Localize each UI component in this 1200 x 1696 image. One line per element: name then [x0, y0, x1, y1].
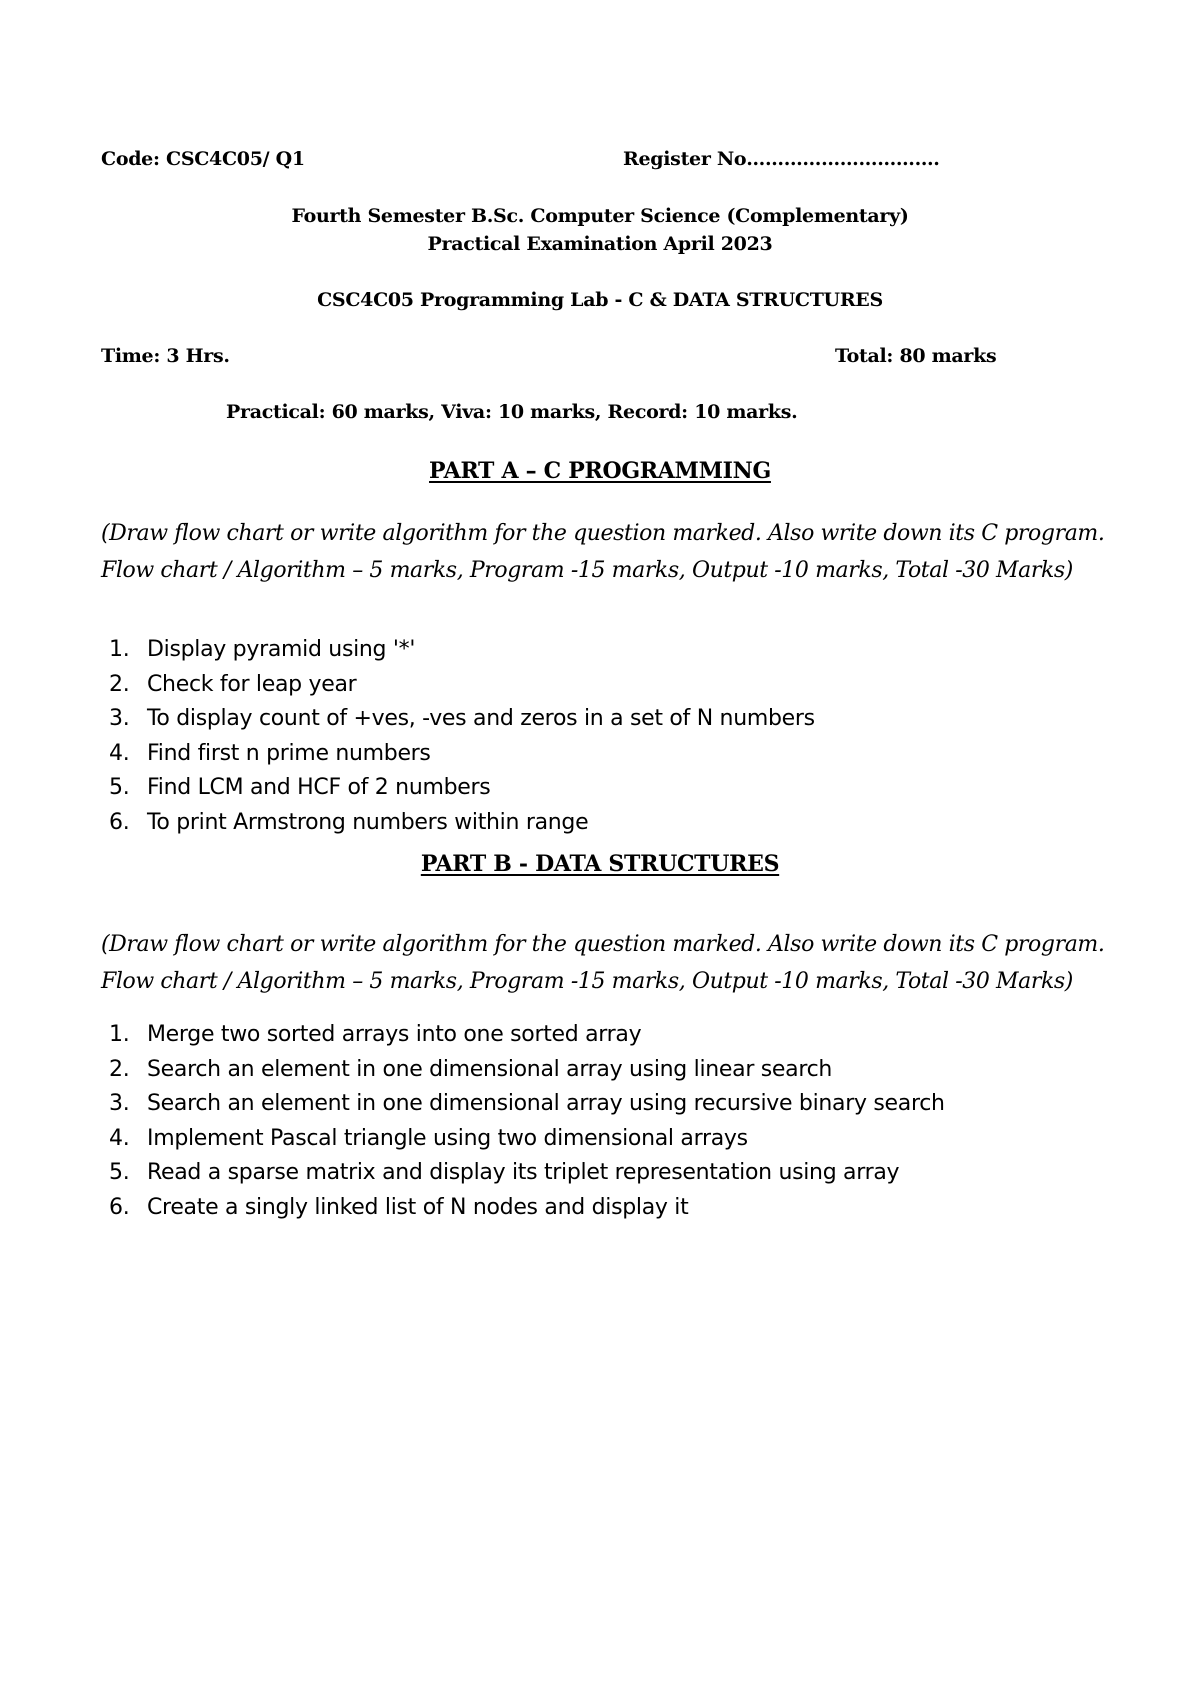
- list-item: [101, 702, 815, 737]
- course-title: CSC4C05 Programming Lab - C & DATA STRUCTURES: [317, 289, 883, 311]
- part-a-title: PART A – C PROGRAMMING: [429, 458, 771, 484]
- part-b-instruction-line-2: Flow chart / Algorithm – 5 marks, Program -15 marks, Output -10 marks, Total -30 Marks): [101, 969, 1073, 994]
- semester-title: Fourth Semester B.Sc. Computer Science (Complementary): [291, 205, 909, 227]
- question-number: 4.: [109, 1125, 130, 1151]
- part-b-instructions: [101, 926, 1104, 1000]
- question-text: Display pyramid using '*': [147, 637, 416, 662]
- question-text: Find LCM and HCF of 2 numbers: [147, 775, 491, 801]
- question-text: Merge two sorted arrays into one sorted array: [147, 1022, 642, 1047]
- part-b-question-list: [101, 1018, 945, 1226]
- part-b-instruction-line-1: (Draw flow chart or write algorithm for the question marked. Also write down its C program.: [101, 932, 1105, 957]
- list-item: [101, 1191, 945, 1226]
- list-item: [101, 1087, 945, 1122]
- question-number: 2.: [109, 1056, 130, 1082]
- question-text: Create a singly linked list of N nodes and display it: [147, 1194, 689, 1220]
- list-item: [101, 737, 815, 772]
- question-number: 3.: [109, 1091, 130, 1117]
- question-number: 2.: [109, 671, 130, 697]
- question-number: 1.: [109, 1022, 130, 1047]
- question-text: Implement Pascal triangle using two dimensional arrays: [147, 1125, 748, 1151]
- list-item: [101, 633, 815, 668]
- list-item: [101, 1122, 945, 1157]
- question-number: 3.: [109, 706, 130, 732]
- question-text: To display count of +ves, -ves and zeros in a set of N numbers: [147, 706, 815, 732]
- paper-code: Code: CSC4C05/ Q1: [101, 148, 305, 170]
- part-a-question-list: [101, 633, 815, 841]
- question-text: Read a sparse matrix and display its triplet representation using array: [147, 1160, 900, 1186]
- register-number-field: Register No………………………….: [623, 148, 940, 170]
- part-a-instruction-line-1: (Draw flow chart or write algorithm for the question marked. Also write down its C program.: [101, 521, 1105, 546]
- list-item: [101, 1156, 945, 1191]
- part-a-instruction-line-2: Flow chart / Algorithm – 5 marks, Program -15 marks, Output -10 marks, Total -30 Marks): [101, 558, 1073, 583]
- list-item: [101, 806, 815, 841]
- question-number: 5.: [109, 1160, 130, 1186]
- question-number: 6.: [109, 809, 130, 835]
- list-item: [101, 771, 815, 806]
- list-item: [101, 668, 815, 703]
- question-text: Find first n prime numbers: [147, 740, 431, 766]
- question-number: 1.: [109, 637, 130, 662]
- exam-time: Time: 3 Hrs.: [101, 345, 230, 367]
- list-item: [101, 1053, 945, 1088]
- question-text: Check for leap year: [147, 671, 357, 697]
- question-text: To print Armstrong numbers within range: [147, 809, 589, 835]
- question-number: 4.: [109, 740, 130, 766]
- exam-title: Practical Examination April 2023: [427, 233, 773, 255]
- question-text: Search an element in one dimensional array using recursive binary search: [147, 1091, 945, 1117]
- question-number: 6.: [109, 1194, 130, 1220]
- exam-total-marks: Total: 80 marks: [835, 345, 997, 367]
- list-item: [101, 1018, 945, 1053]
- question-number: 5.: [109, 775, 130, 801]
- question-text: Search an element in one dimensional array using linear search: [147, 1056, 833, 1082]
- part-a-instructions: [101, 515, 1104, 589]
- part-b-title: PART B - DATA STRUCTURES: [420, 851, 780, 877]
- marks-breakdown: Practical: 60 marks, Viva: 10 marks, Record: 10 marks.: [226, 401, 798, 423]
